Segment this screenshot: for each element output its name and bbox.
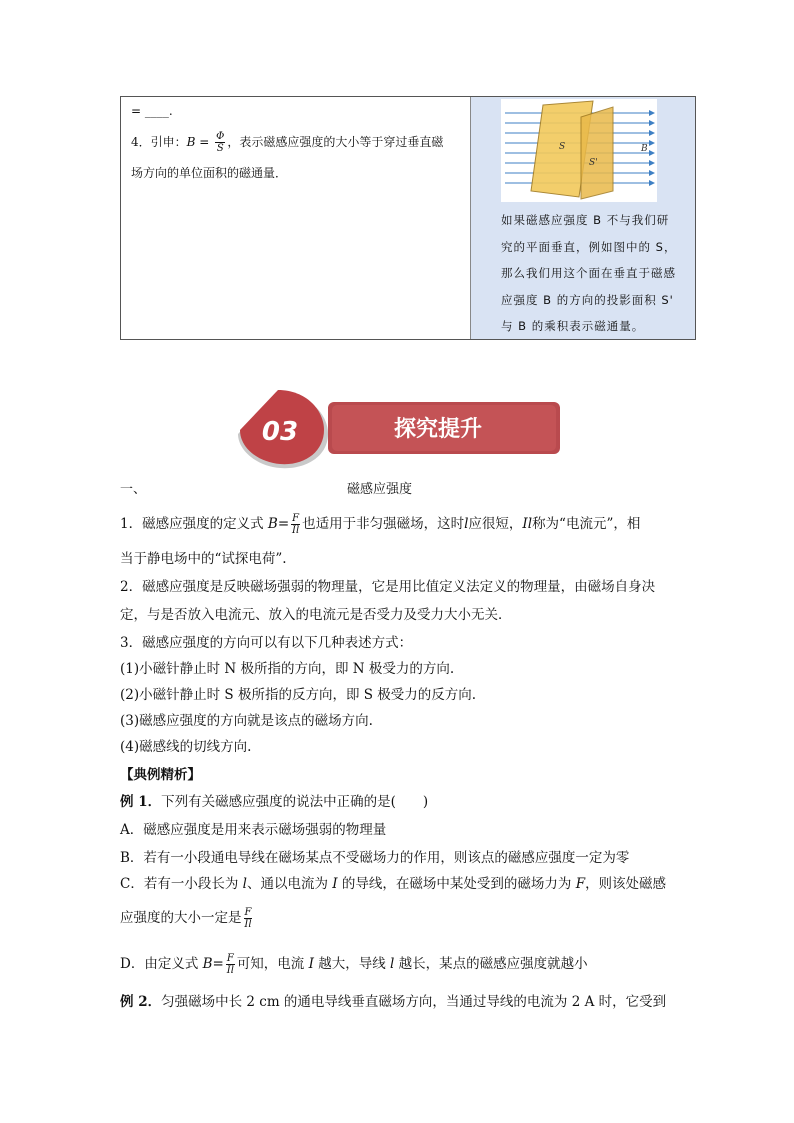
info-table-left-cell	[121, 97, 471, 339]
option-c-line1: C．若有一小段长为 l、通以电流为 I 的导线，在磁场中某处受到的磁场力为 F，则该处磁感	[120, 876, 667, 892]
option-b: B．若有一小段通电导线在磁场某点不受磁场力的作用，则该点的磁感应强度一定为零	[120, 850, 630, 866]
magnetic-flux-figure	[501, 99, 657, 202]
examples-heading: 【典例精析】	[120, 767, 201, 783]
option-c-fraction: $\frac{F}{Il}$	[244, 907, 252, 930]
point-2-line1: 2．磁感应强度是反映磁场强弱的物理量，它是用比值定义法定义的物理量，由磁场自身决	[120, 579, 656, 595]
label-s: S	[559, 142, 566, 152]
point-1-line2: 当于静电场中的“试探电荷”.	[120, 551, 287, 567]
section-title: 磁感应强度	[347, 482, 413, 497]
point-3: 3．磁感应强度的方向可以有以下几种表述方式：	[120, 635, 413, 651]
point-3-sub-1: (1)小磁针静止时 N 极所指的方向，即 N 极受力的方向.	[120, 661, 455, 677]
example-2-stem: 例 2．匀强磁场中长 2 cm 的通电导线垂直磁场方向，当通过导线的电流为 2 A 时，它受到	[120, 994, 667, 1010]
option-a: A．磁感应强度是用来表示磁场强弱的物理量	[120, 822, 387, 838]
info-table	[120, 96, 696, 340]
option-c-line2: 应强度的大小一定是 $\frac{F}{Il}$	[120, 907, 252, 930]
section-banner	[236, 390, 566, 470]
point-3-sub-4: (4)磁感线的切线方向.	[120, 739, 252, 755]
option-d: D．由定义式 B= $\frac{F}{Il}$ 可知，电流 I 越大，导线 l 越长，某点的磁感应强度就越小	[120, 953, 588, 976]
item-4-line2: 场方向的单位面积的磁通量．	[131, 166, 288, 180]
info-table-right-cell	[471, 97, 695, 339]
point-1-line1: 1．磁感应强度的定义式 B= $\frac{F}{Il}$ 也适用于非匀强磁场，这时l应很短，Il称为“电流元”，相	[120, 513, 641, 536]
banner-title: 探究提升	[393, 417, 483, 442]
point-3-sub-2: (2)小磁针静止时 S 极所指的反方向，即 S 极受力的反方向.	[120, 687, 477, 703]
example-1-stem: 例 1．下列有关磁感应强度的说法中正确的是( )	[120, 794, 429, 810]
point-3-sub-3: (3)磁感应强度的方向就是该点的磁场方向.	[120, 713, 373, 729]
flux-explanation: 如果磁感应强度 B 不与我们研 究的平面垂直，例如图中的 S， 那么我们用这个面在垂直于磁感 应强度 B 的方向的投影面积 S' 与 B 的乘积表示磁通量。	[501, 213, 677, 333]
option-d-fraction: $\frac{F}{Il}$	[226, 953, 234, 976]
blank-line: = ____.	[131, 104, 173, 118]
banner-number: 03	[261, 417, 299, 447]
point-2-line2: 定，与是否放入电流元、放入的电流元是否受力及受力大小无关．	[120, 607, 512, 623]
surface-s-prime	[581, 107, 613, 199]
label-b: B	[641, 144, 648, 154]
label-s-prime: S'	[589, 158, 598, 168]
item-4-line1: 4．引申：B = $\frac{\Phi}{S}$ ，表示磁感应强度的大小等于穿过垂直磁	[131, 131, 444, 154]
section-marker: 一、	[120, 482, 147, 497]
field-arrowheads	[649, 110, 655, 186]
f-over-il-fraction: $\frac{F}{Il}$	[292, 513, 300, 536]
phi-over-s-fraction: $\frac{\Phi}{S}$	[216, 131, 225, 154]
